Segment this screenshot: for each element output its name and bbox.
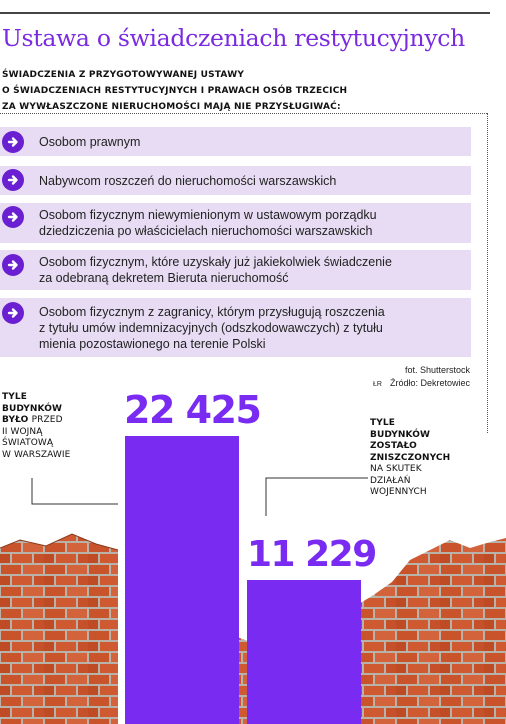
source-credit: Źródło: Dekretowiec xyxy=(389,378,470,388)
photo-credit: fot. Shutterstock xyxy=(404,365,470,375)
callout-before-war xyxy=(2,392,70,461)
arrow-right-icon xyxy=(2,254,24,276)
callout-destroyed xyxy=(370,418,450,499)
reason-text: Osobom fizycznym niewymienionym w ustawowym porządku xyxy=(39,208,377,222)
callout-line: TYLE xyxy=(2,392,27,402)
callout-line: BUDYNKÓW xyxy=(370,429,430,440)
reason-item-already-compensated xyxy=(0,250,471,290)
bar-before-war xyxy=(125,436,239,724)
callout-line: PRZED xyxy=(31,415,63,425)
callout-line: ŚWIATOWĄ xyxy=(2,438,54,448)
reason-text: Osobom prawnym xyxy=(39,134,141,149)
top-rule xyxy=(0,12,490,14)
callout-line: WOJENNYCH xyxy=(370,487,427,497)
callout-line: NA SKUTEK xyxy=(370,464,422,474)
callout-line: II WOJNĄ xyxy=(2,426,43,437)
callout-line: ZNISZCZONYCH xyxy=(370,452,451,463)
subtitle-line: ŚWIADCZENIA Z PRZYGOTOWYWANEJ USTAWY xyxy=(2,70,245,80)
callout-line: ZOSTAŁO xyxy=(370,441,417,451)
callout-line: TYLE xyxy=(370,418,395,428)
subtitle-line: ZA WYWŁASZCZONE NIERUCHOMOŚCI MAJĄ NIE PRZYSŁUGIWAĆ: xyxy=(2,102,341,112)
reason-item-claim-buyers xyxy=(0,166,471,195)
reason-text: mienia pozostawionego na terenie Polski xyxy=(39,336,266,351)
reason-item-non-heirs xyxy=(0,203,471,243)
reason-text: za odebraną dekretem Bieruta nieruchomość xyxy=(39,271,289,285)
leader-line-destroyed xyxy=(262,476,372,518)
arrow-right-icon xyxy=(2,206,24,228)
reason-text: z tytułu umów indemnizacyjnych (odszkodowawczych) z tytułu xyxy=(39,320,383,335)
callout-line: BYŁO xyxy=(2,415,29,425)
dotted-side-rule xyxy=(487,113,488,433)
reason-item-legal-persons xyxy=(0,127,471,156)
credits xyxy=(373,364,470,391)
arrow-right-icon xyxy=(2,131,24,153)
arrow-right-icon xyxy=(2,302,24,324)
reason-text: Osobom fizycznym, które uzyskały już jakiekolwiek świadczenie xyxy=(39,255,392,269)
callout-line: DZIAŁAŃ xyxy=(370,475,411,486)
value-destroyed: 11 229 xyxy=(247,534,376,575)
arrow-right-icon xyxy=(2,169,24,191)
reason-item-foreign-claims xyxy=(0,298,471,357)
author-initials: ŁR xyxy=(373,381,382,388)
leader-line-before xyxy=(30,478,122,508)
reason-text: Osobom fizycznym z zagranicy, którym przysługują roszczenia xyxy=(39,304,385,319)
callout-line: BUDYNKÓW xyxy=(2,403,62,414)
callout-line: W WARSZAWIE xyxy=(2,449,71,460)
dotted-rule xyxy=(0,113,487,114)
bar-destroyed xyxy=(247,580,361,724)
subtitle xyxy=(2,67,402,115)
reason-text: dziedziczenia po właścicielach nieruchomości warszawskich xyxy=(39,224,373,238)
reason-text: Nabywcom roszczeń do nieruchomości warszawskich xyxy=(39,173,337,188)
value-before-war: 22 425 xyxy=(124,388,261,432)
subtitle-line: O ŚWIADCZENIACH RESTYTUCYJNYCH I PRAWACH OSÓB TRZECICH xyxy=(2,86,348,96)
page-title: Ustawa o świadczeniach restytucyjnych xyxy=(2,24,465,52)
